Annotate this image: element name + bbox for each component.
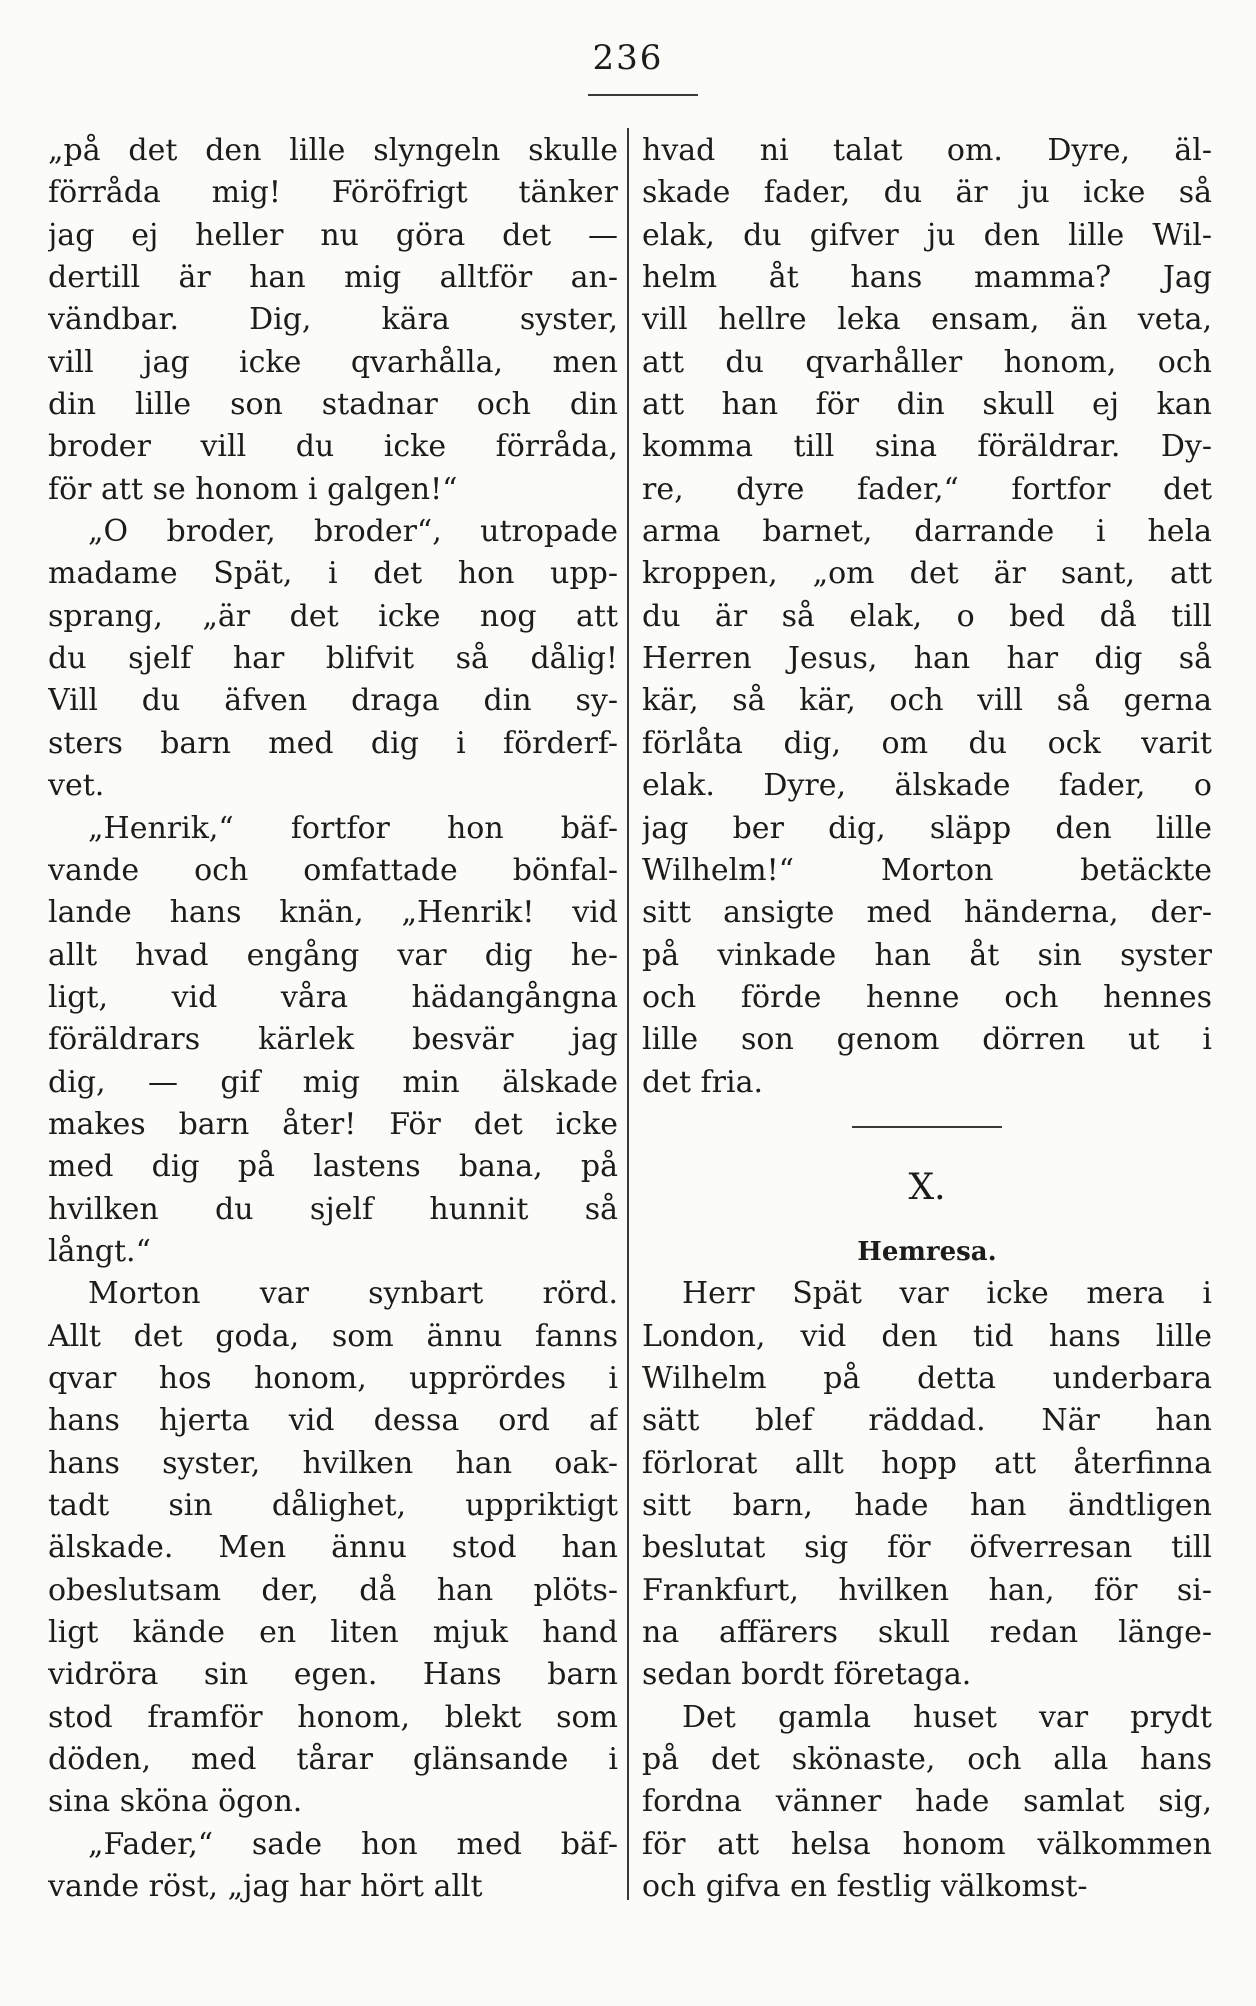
text-line: hvilken du sjelf hunnit så [48, 1191, 618, 1227]
text-line: London, vid den tid hans lille [642, 1318, 1212, 1354]
text-line: kär, så kär, och vill så gerna [642, 683, 1212, 719]
text-line: Vill du äfven draga din sy- [48, 683, 618, 719]
text-line: på vinkade han åt sin syster [642, 937, 1212, 973]
text-line: hans hjerta vid dessa ord af [48, 1403, 618, 1439]
text-line: du är så elak, o bed då till [642, 598, 1212, 634]
text-line: vet. [48, 768, 105, 804]
text-line: att han för din skull ej kan [642, 387, 1212, 423]
page-number: 236 [592, 38, 664, 78]
text-line: „Fader,“ sade hon med bäf- [88, 1826, 618, 1862]
text-line: föräldrars kärlek besvär jag [48, 1022, 618, 1058]
text-line: döden, med tårar glänsande i [48, 1742, 618, 1778]
text-line: och gifva en festlig välkomst- [642, 1869, 1088, 1905]
text-line: „på det den lille slyngeln skulle [48, 133, 618, 168]
text-line: sätt blef räddad. När han [642, 1403, 1212, 1439]
text-line: vidröra sin egen. Hans barn [48, 1657, 618, 1693]
text-line: vande röst, „jag har hört allt [48, 1869, 483, 1905]
text-line: du sjelf har blifvit så dålig! [48, 641, 618, 677]
text-line: komma till sina föräldrar. Dy- [642, 429, 1212, 465]
column-divider [627, 128, 629, 1900]
text-line: stod framför honom, blekt som [48, 1699, 618, 1735]
text-line: ligt kände en liten mjuk hand [48, 1615, 618, 1651]
text-line: madame Spät, i det hon upp- [48, 556, 618, 592]
text-line: jag ej heller nu göra det — [48, 217, 618, 253]
text-line: fordna vänner hade samlat sig, [642, 1784, 1212, 1820]
text-line: Herren Jesus, han har dig så [642, 641, 1212, 677]
text-line: lille son genom dörren ut i [642, 1022, 1212, 1058]
left-column [48, 130, 618, 1908]
text-line: sitt ansigte med händerna, der- [642, 895, 1212, 931]
text-line: Herr Spät var icke mera i [682, 1276, 1212, 1312]
text-line: skade fader, du är ju icke så [642, 175, 1212, 211]
text-line: för att se honom i galgen!“ [48, 471, 458, 507]
text-line: sina sköna ögon. [48, 1784, 303, 1820]
text-line: tadt sin dålighet, uppriktigt [48, 1488, 618, 1523]
text-line: jag ber dig, släpp den lille [642, 810, 1212, 846]
text-line: re, dyre fader,“ fortfor det [642, 471, 1212, 507]
text-line: på det skönaste, och alla hans [642, 1742, 1212, 1778]
text-line: beslutat sig för öfverresan till [642, 1530, 1212, 1566]
text-line: na affärers skull redan länge- [642, 1615, 1212, 1651]
text-line: vill jag icke qvarhålla, men [48, 344, 618, 380]
text-line: lande hans knän, „Henrik! vid [48, 895, 618, 931]
text-line: din lille son stadnar och din [48, 387, 618, 423]
text-line: förlåta dig, om du ock varit [642, 725, 1212, 761]
text-line: hans syster, hvilken han oak- [48, 1445, 618, 1481]
text-line: förråda mig! Föröfrigt tänker [48, 175, 618, 211]
text-line: älskade. Men ännu stod han [48, 1530, 618, 1566]
text-line: „O broder, broder“, utropade [88, 514, 618, 550]
text-line: elak. Dyre, älskade fader, o [642, 768, 1212, 804]
text-line: vill hellre leka ensam, än veta, [642, 302, 1212, 338]
text-line: Frankfurt, hvilken han, för si- [642, 1572, 1212, 1608]
text-line: broder vill du icke förråda, [48, 429, 618, 465]
text-line: att du qvarhåller honom, och [642, 344, 1212, 380]
text-line: sitt barn, hade han ändtligen [642, 1488, 1212, 1523]
section-divider-rule [642, 1104, 1212, 1146]
text-line: Wilhelm på detta underbara [642, 1360, 1212, 1396]
text-line: Morton var synbart rörd. [88, 1276, 618, 1312]
text-line: allt hvad engång var dig he- [48, 937, 618, 973]
text-line: sedan bordt företaga. [642, 1657, 972, 1693]
text-line: Det gamla huset var prydt [682, 1699, 1212, 1735]
text-line: långt.“ [48, 1233, 151, 1269]
text-line: Wilhelm!“ Morton betäckte [642, 852, 1212, 888]
text-line: obeslutsam der, då han plöts- [48, 1572, 618, 1608]
right-column-top-text [642, 130, 1212, 1104]
text-line: hvad ni talat om. Dyre, äl- [642, 133, 1212, 168]
right-column-bottom-text [642, 1273, 1212, 1908]
text-line: sprang, „är det icke nog att [48, 598, 618, 634]
section-heading: Hemresa. [857, 1236, 997, 1267]
text-line: elak, du gifver ju den lille Wil- [642, 217, 1212, 253]
right-column [642, 130, 1212, 1908]
text-line: sters barn med dig i förderf- [48, 725, 618, 761]
text-line: „Henrik,“ fortfor hon bäf- [88, 810, 618, 846]
text-line: kroppen, „om det är sant, att [642, 556, 1212, 592]
text-line: arma barnet, darrande i hela [642, 514, 1212, 550]
text-line: qvar hos honom, upprördes i [48, 1360, 618, 1396]
header-rule [588, 94, 698, 96]
text-line: helm åt hans mamma? Jag [642, 260, 1212, 296]
text-line: vändbar. Dig, kära syster, [48, 302, 618, 338]
text-line: förlorat allt hopp att återfinna [642, 1445, 1212, 1481]
section-numeral: X. [908, 1167, 946, 1209]
text-line: dig, — gif mig min älskade [48, 1064, 618, 1100]
text-line: ligt, vid våra hädangångna [48, 979, 618, 1015]
text-line: för att helsa honom välkommen [642, 1826, 1212, 1862]
text-line: vande och omfattade bönfal- [48, 852, 618, 888]
text-line: dertill är han mig alltför an- [48, 260, 618, 296]
text-line: makes barn åter! För det icke [48, 1106, 618, 1142]
text-line: och förde henne och hennes [642, 979, 1212, 1015]
text-line: det fria. [642, 1064, 764, 1100]
text-line: Allt det goda, som ännu fanns [48, 1318, 618, 1354]
text-line: med dig på lastens bana, på [48, 1149, 618, 1185]
